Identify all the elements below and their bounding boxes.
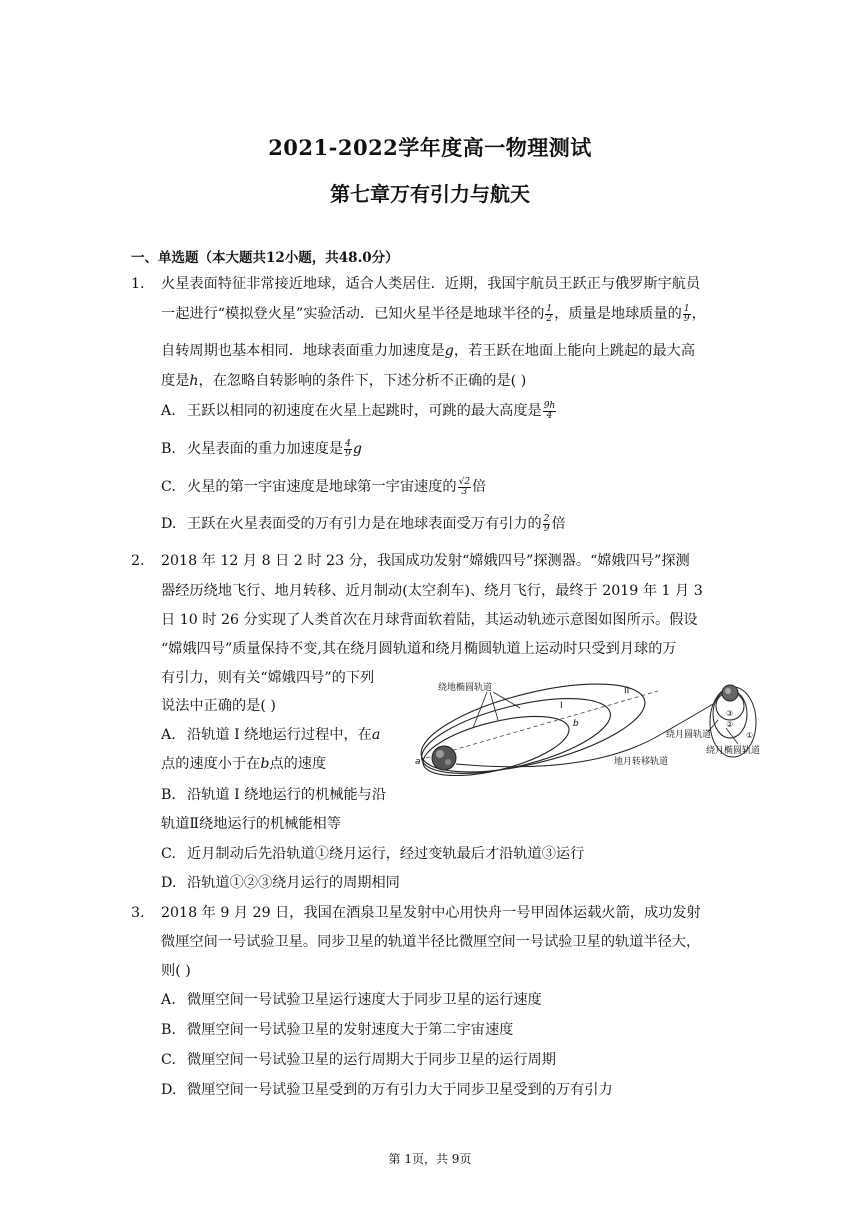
- label-orbit-3: ③: [726, 709, 734, 718]
- question-text-line: 有引力，则有关“嫦娥四号”的下列: [161, 670, 375, 686]
- option-a-continued[interactable]: 点的速度小于在b点的速度: [161, 756, 327, 772]
- label-moon-circle: 绕月圆轨道: [666, 730, 712, 740]
- option-b-continued[interactable]: 轨道Ⅱ绕地运行的机械能相等: [161, 816, 341, 832]
- option-a[interactable]: A. 沿轨道 I 绕地运行过程中，在a: [161, 727, 381, 743]
- label-orbit-II: II: [624, 686, 630, 696]
- fraction: $\frac{9h}{4}$: [543, 400, 556, 421]
- question-text-line: 度是h，在忽略自转影响的条件下，下述分析不正确的是( ): [161, 373, 527, 389]
- question-number: 3.: [131, 905, 145, 921]
- orbit-diagram: [408, 676, 770, 776]
- fraction: $\frac{1}{9}$: [683, 303, 690, 324]
- option-a[interactable]: A. 王跃以相同的初速度在火星上起跳时，可跳的最大高度是 $\frac{9h}{4}$: [161, 400, 556, 421]
- question-number: 1.: [131, 276, 145, 292]
- fraction: $\frac{4}{9}$: [345, 438, 351, 459]
- label-orbit-2: ②: [726, 720, 734, 729]
- label-point-a: a: [415, 757, 421, 767]
- question-text-line: 说法中正确的是( ): [161, 698, 276, 714]
- question-text-line: 2018 年 12 月 8 日 2 时 23 分，我国成功发射“嫦娥四号”探测器。“嫦娥四号”探测: [161, 553, 690, 569]
- page-title: 2021-2022学年度高一物理测试: [268, 135, 592, 160]
- page-subtitle: 第七章万有引力与航天: [330, 182, 530, 206]
- option-d[interactable]: D. 沿轨道①②③绕月运行的周期相同: [161, 875, 400, 891]
- label-orbit-1: ①: [746, 731, 754, 740]
- question-text-line: 则( ): [161, 963, 191, 979]
- section-heading: 一、单选题（本大题共12小题，共48.0分）: [131, 250, 399, 266]
- label-moon-ellipse: 绕月椭圆轨道: [706, 746, 761, 756]
- question-text-line: “嫦娥四号”质量保持不变,其在绕月圆轨道和绕月椭圆轨道上运动时只受到月球的万: [161, 641, 677, 657]
- label-transfer-orbit: 地月转移轨道: [614, 757, 669, 767]
- option-a[interactable]: A. 微厘空间一号试验卫星运行速度大于同步卫星的运行速度: [161, 992, 542, 1008]
- question-text-line: 自转周期也基本相同．地球表面重力加速度是g，若王跃在地面上能向上跳起的最大高: [161, 343, 696, 359]
- earth: [432, 746, 456, 770]
- option-c[interactable]: C. 近月制动后先沿轨道①绕月运行，经过变轨最后才沿轨道③运行: [161, 846, 585, 862]
- fraction: $\frac{2}{9}$: [543, 513, 550, 534]
- question-text-line: 器经历绕地飞行、地月转移、近月制动(太空刹车)、绕月飞行，最终于 2019 年 1 月 3: [161, 583, 703, 599]
- label-point-b: b: [573, 719, 579, 729]
- question-text-line: 微厘空间一号试验卫星。同步卫星的轨道半径比微厘空间一号试验卫星的轨道半径大，: [161, 934, 701, 950]
- option-c[interactable]: C. 微厘空间一号试验卫星的运行周期大于同步卫星的运行周期: [161, 1052, 556, 1068]
- label-earth-ellipse: 绕地椭圆轨道: [438, 683, 493, 693]
- option-d[interactable]: D. 微厘空间一号试验卫星受到的万有引力大于同步卫星受到的万有引力: [161, 1082, 613, 1098]
- question-text-line: 火星表面特征非常接近地球，适合人类居住．近期，我国宇航员王跃正与俄罗斯宇航员: [161, 276, 701, 292]
- option-c[interactable]: C. 火星的第一宇宙速度是地球第一宇宙速度的 $\frac{√2}{3}$ 倍: [161, 476, 487, 497]
- axis-line: [426, 691, 658, 758]
- question-text-line: 日 10 时 26 分实现了人类首次在月球背面软着陆，其运动轨迹示意图如图所示。假设: [161, 612, 698, 628]
- fraction: $\frac{√2}{3}$: [458, 476, 471, 497]
- question-number: 2.: [131, 553, 145, 569]
- question-text-line: 一起进行“模拟登火星”实验活动．已知火星半径是地球半径的 $\frac{1}{2}$ ，质量是地球质量的 $\frac{1}{9}$ ，: [161, 303, 706, 324]
- option-b[interactable]: B. 微厘空间一号试验卫星的发射速度大于第二宇宙速度: [161, 1022, 514, 1038]
- question-text-line: 2018 年 9 月 29 日，我国在酒泉卫星发射中心用快舟一号甲固体运载火箭，成功发射: [161, 905, 701, 921]
- label-orbit-I: I: [560, 701, 563, 711]
- page-footer: 第 1页，共 9页: [388, 1152, 472, 1166]
- option-b[interactable]: B. 火星表面的重力加速度是 $\frac{4}{9}$ g: [161, 438, 362, 459]
- fraction: $\frac{1}{2}$: [546, 303, 553, 324]
- option-d[interactable]: D. 王跃在火星表面受的万有引力是在地球表面受万有引力的 $\frac{2}{9}$ 倍: [161, 513, 566, 534]
- option-b[interactable]: B. 沿轨道 I 绕地运行的机械能与沿: [161, 787, 387, 803]
